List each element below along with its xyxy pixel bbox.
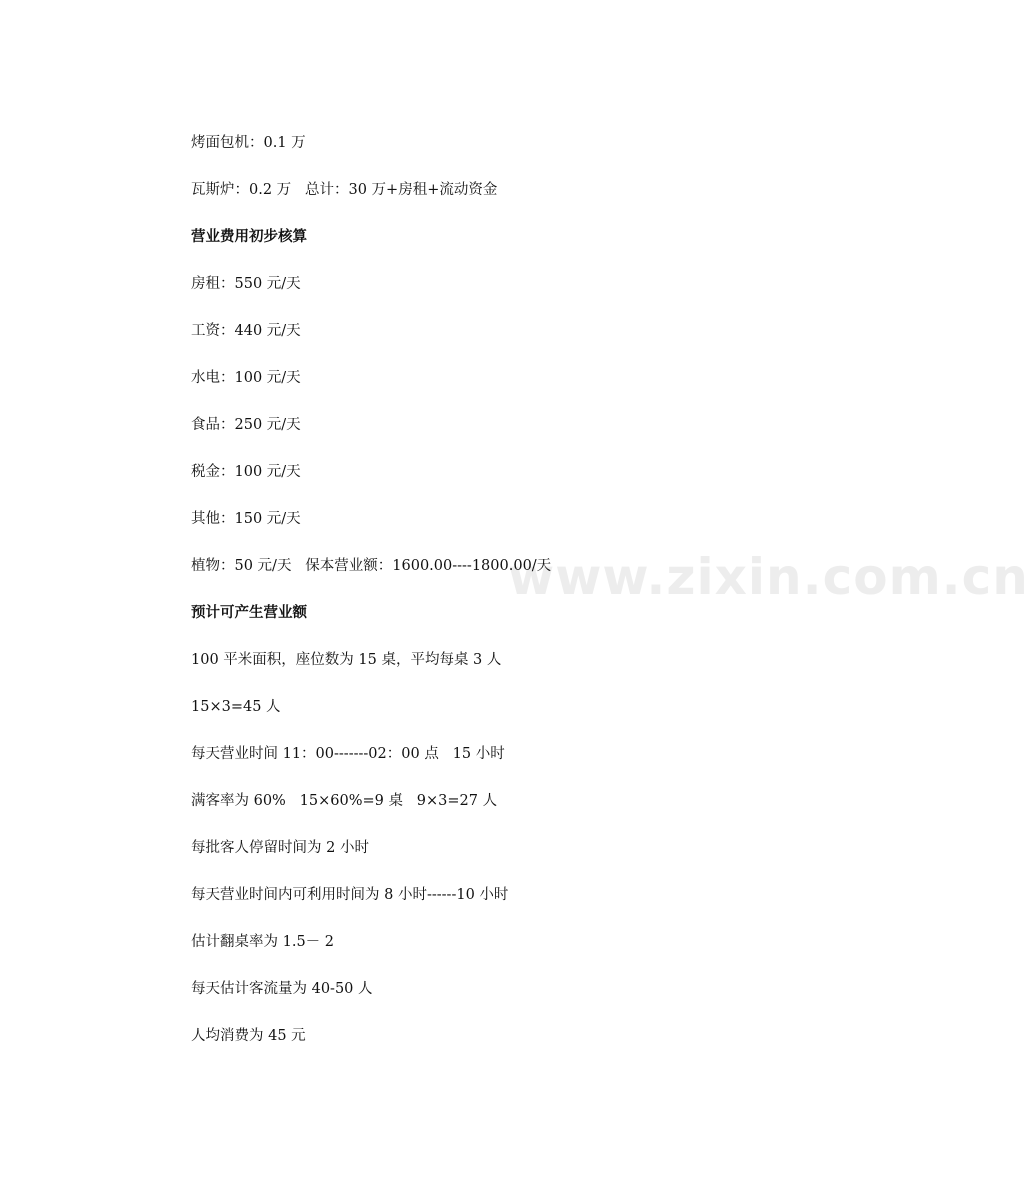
text-line-stay-duration: 每批客人停留时间为 2 小时 — [191, 840, 369, 856]
text-line-plants-breakeven: 植物：50 元/天 保本营业额：1600.00----1800.00/天 — [191, 558, 552, 574]
text-line-capacity: 15×3=45 人 — [191, 699, 281, 715]
text-line-usable-hours: 每天营业时间内可利用时间为 8 小时------10 小时 — [191, 887, 509, 903]
text-line-daily-traffic: 每天估计客流量为 40-50 人 — [191, 981, 373, 997]
watermark: www.zixin.com.cn — [508, 548, 1029, 606]
text-line-utilities: 水电：100 元/天 — [191, 370, 301, 386]
text-line-tax: 税金：100 元/天 — [191, 464, 301, 480]
text-line-per-capita-spend: 人均消费为 45 元 — [191, 1028, 306, 1044]
section-heading-operating-costs: 营业费用初步核算 — [191, 229, 307, 245]
text-line-rent: 房租：550 元/天 — [191, 276, 301, 292]
text-line-wages: 工资：440 元/天 — [191, 323, 301, 339]
text-line-business-hours: 每天营业时间 11：00-------02：00 点 15 小时 — [191, 746, 505, 762]
text-line-gas-stove-total: 瓦斯炉：0.2 万 总计：30 万+房租+流动资金 — [191, 182, 498, 198]
text-line-toaster: 烤面包机：0.1 万 — [191, 135, 306, 151]
section-heading-expected-revenue: 预计可产生营业额 — [191, 605, 307, 621]
text-line-food: 食品：250 元/天 — [191, 417, 301, 433]
text-line-area-seats: 100 平米面积，座位数为 15 桌，平均每桌 3 人 — [191, 652, 502, 668]
text-line-turnover-rate: 估计翻桌率为 1.5－ 2 — [191, 934, 335, 950]
text-line-occupancy: 满客率为 60% 15×60%=9 桌 9×3=27 人 — [191, 793, 498, 809]
text-line-other: 其他：150 元/天 — [191, 511, 301, 527]
